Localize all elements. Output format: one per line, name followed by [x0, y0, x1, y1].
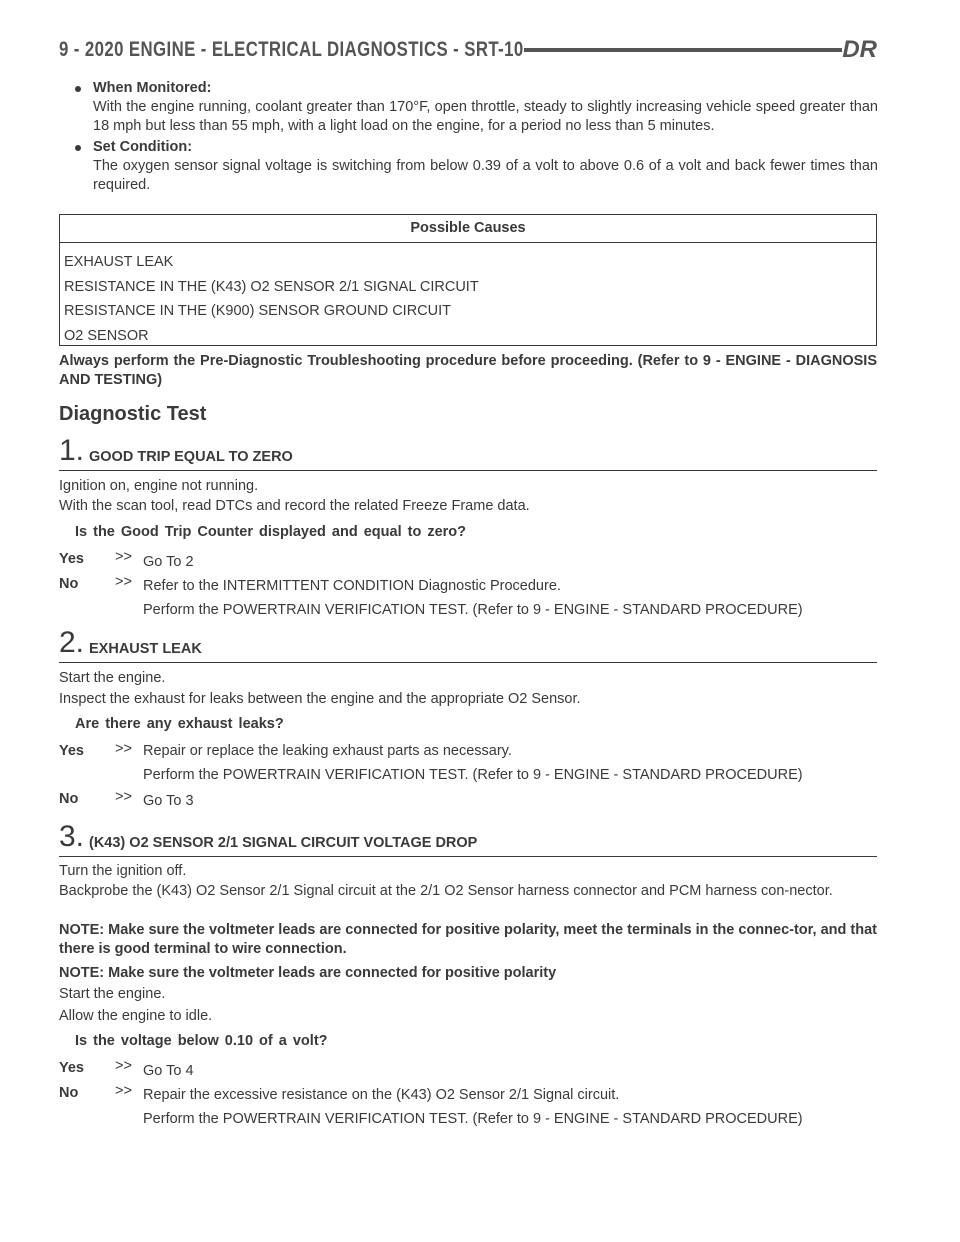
yes-text-2: Perform the POWERTRAIN VERIFICATION TEST. (Refer to 9 - ENGINE - STANDARD PROCEDURE)	[143, 767, 803, 783]
step-text: Turn the ignition off.	[59, 863, 187, 879]
possible-causes-header: Possible Causes	[60, 215, 876, 243]
no-label: No	[59, 791, 79, 807]
header-rule	[524, 48, 842, 52]
yes-text: Go To 4	[143, 1063, 194, 1079]
step-3-heading	[59, 820, 877, 857]
step-number: 2.	[59, 626, 85, 659]
when-monitored-text: With the engine running, coolant greater than 170°F, open throttle, steady to slightly increasing vehicle speed greater than 18 mph but less than 55 mph, with a light load on the engine, for a period no less than 5 minutes.	[93, 99, 878, 134]
set-condition-text: The oxygen sensor signal voltage is switching from below 0.39 of a volt to above 0.6 of a volt and back fewer times than required.	[93, 158, 878, 193]
yes-text: Go To 2	[143, 554, 194, 570]
when-monitored-label: When Monitored:	[93, 80, 212, 96]
no-text-2: Perform the POWERTRAIN VERIFICATION TEST. (Refer to 9 - ENGINE - STANDARD PROCEDURE)	[143, 1111, 803, 1127]
no-label: No	[59, 576, 79, 592]
step-text: Inspect the exhaust for leaks between the engine and the appropriate O2 Sensor.	[59, 691, 581, 707]
step-1-heading	[59, 434, 877, 471]
diagnostic-test-title: Diagnostic Test	[59, 403, 207, 425]
cause-row: EXHAUST LEAK	[64, 254, 174, 270]
bullet-icon	[75, 86, 81, 92]
step-note: NOTE: Make sure the voltmeter leads are connected for positive polarity	[59, 965, 557, 981]
step-number: 1.	[59, 434, 85, 467]
step-text: With the scan tool, read DTCs and record the related Freeze Frame data.	[59, 498, 530, 514]
no-text: Refer to the INTERMITTENT CONDITION Diagnostic Procedure.	[143, 578, 561, 594]
set-condition-label: Set Condition:	[93, 139, 193, 155]
yes-label: Yes	[59, 1060, 84, 1076]
pre-diagnostic-note: Always perform the Pre-Diagnostic Troubleshooting procedure before proceeding. (Refer to 9 - ENGINE - DIAGNOSIS AND TESTING)	[59, 353, 877, 388]
cause-row: O2 SENSOR	[64, 327, 149, 344]
possible-causes-table	[59, 214, 877, 346]
step-question: Are there any exhaust leaks?	[75, 716, 284, 732]
yes-label: Yes	[59, 551, 84, 567]
bullet-icon	[75, 145, 81, 151]
step-text: Ignition on, engine not running.	[59, 478, 259, 494]
cause-row: RESISTANCE IN THE (K43) O2 SENSOR 2/1 SIGNAL CIRCUIT	[64, 278, 479, 295]
arrow-label: >>	[115, 549, 132, 565]
set-condition-bullet	[75, 138, 878, 195]
step-note: NOTE: Make sure the voltmeter leads are connected for positive polarity, meet the terminals in the connec-tor, and that there is good terminal to wire connection.	[59, 922, 877, 957]
no-text-2: Perform the POWERTRAIN VERIFICATION TEST. (Refer to 9 - ENGINE - STANDARD PROCEDURE)	[143, 602, 803, 618]
cause-row: RESISTANCE IN THE (K900) SENSOR GROUND CIRCUIT	[64, 303, 451, 319]
no-label: No	[59, 1085, 79, 1101]
arrow-label: >>	[115, 741, 132, 757]
arrow-label: >>	[115, 1083, 132, 1099]
step-text: Backprobe the (K43) O2 Sensor 2/1 Signal circuit at the 2/1 O2 Sensor harness connector and PCM harness con-nector.	[59, 883, 833, 899]
step-title: EXHAUST LEAK	[89, 641, 202, 657]
step-number: 3.	[59, 820, 85, 853]
page-header	[59, 38, 877, 66]
header-code: DR	[842, 36, 877, 63]
arrow-label: >>	[115, 574, 132, 590]
step-title: GOOD TRIP EQUAL TO ZERO	[89, 449, 293, 465]
yes-label: Yes	[59, 743, 84, 759]
header-title: 9 - 2020 ENGINE - ELECTRICAL DIAGNOSTICS - SRT-10	[59, 38, 524, 61]
arrow-label: >>	[115, 1058, 132, 1074]
no-text: Go To 3	[143, 793, 194, 809]
step-text: Start the engine.	[59, 986, 166, 1002]
step-question: Is the voltage below 0.10 of a volt?	[75, 1033, 328, 1049]
step-question: Is the Good Trip Counter displayed and equal to zero?	[75, 524, 467, 540]
step-2-heading	[59, 626, 877, 663]
when-monitored-bullet	[75, 79, 878, 136]
step-title: (K43) O2 SENSOR 2/1 SIGNAL CIRCUIT VOLTAGE DROP	[89, 835, 478, 851]
step-text: Start the engine.	[59, 670, 166, 686]
no-text: Repair the excessive resistance on the (K43) O2 Sensor 2/1 Signal circuit.	[143, 1087, 620, 1103]
arrow-label: >>	[115, 789, 132, 805]
step-text: Allow the engine to idle.	[59, 1008, 213, 1024]
yes-text: Repair or replace the leaking exhaust parts as necessary.	[143, 743, 512, 759]
